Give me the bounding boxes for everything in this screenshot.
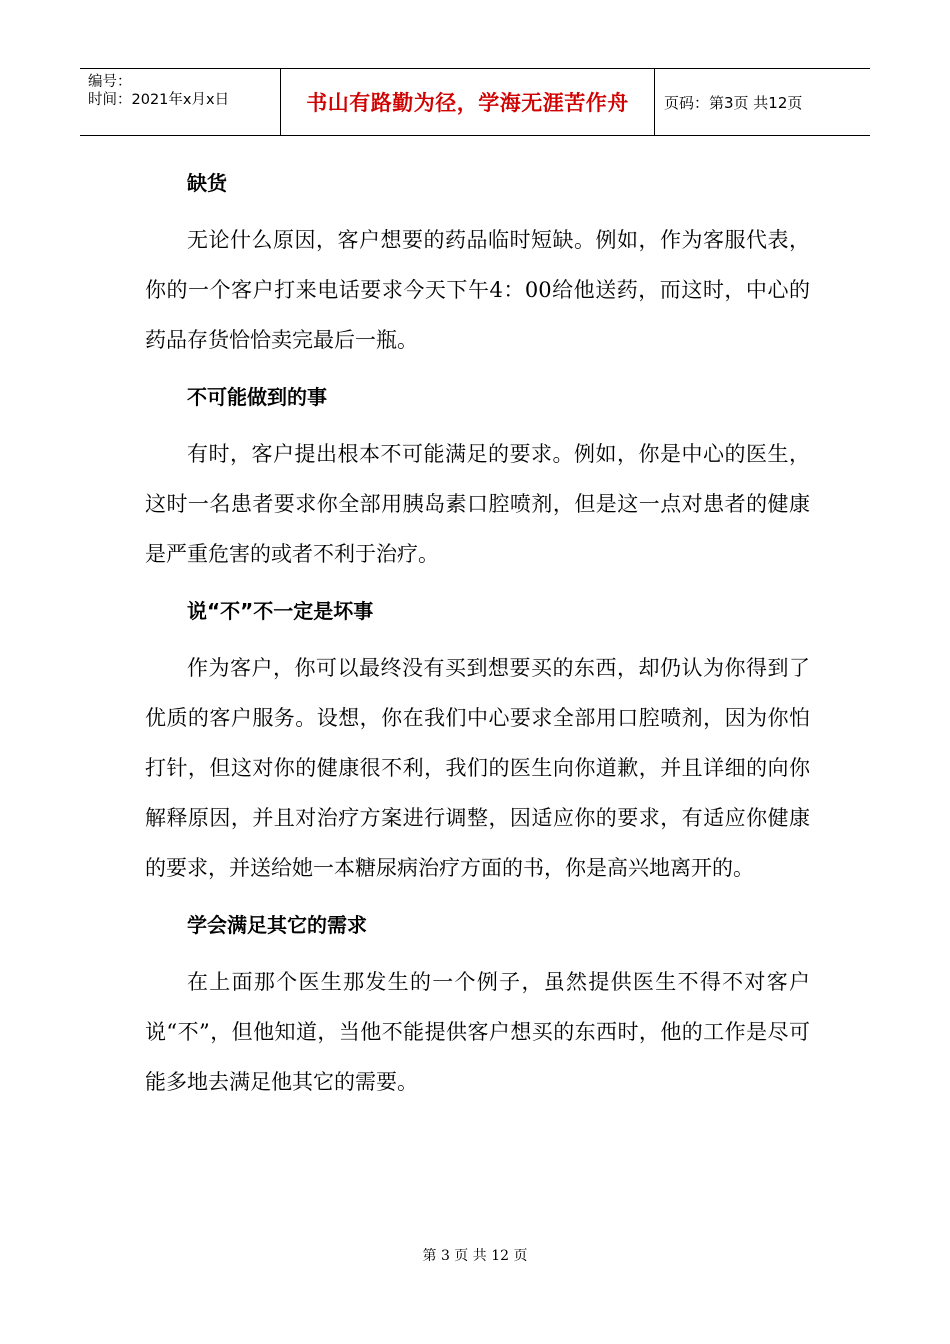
page-header: [80, 68, 870, 136]
section-paragraph: 在上面那个医生那发生的一个例子，虽然提供医生不得不对客户说“不”，但他知道，当他不能提供客户想买的东西时，他的工作是尽可能多地去满足他其它的需要。: [145, 970, 810, 1094]
section-heading: 缺货: [187, 171, 227, 195]
page-footer: 第 3 页 共 12 页: [422, 1248, 528, 1264]
section-heading: 不可能做到的事: [187, 385, 327, 409]
date-label: 时间：2021年x月x日: [88, 92, 230, 108]
section-paragraph: 作为客户，你可以最终没有买到想要买的东西，却仍认为你得到了优质的客户服务。设想，你在我们中心要求全部用口腔喷剂，因为你怕打针，但这对你的健康很不利，我们的医生向你道歉，并且详细的向你解释原因，并且对治疗方案进行调整，因适应你的要求，有适应你健康的要求，并送给她一本糖尿病治疗方面的书，你是高兴地离开的。: [145, 656, 810, 880]
code-label: 编号：: [88, 74, 132, 90]
section-heading: 学会满足其它的需求: [187, 913, 367, 937]
document-body: [145, 158, 810, 1114]
section-paragraph: 有时，客户提出根本不可能满足的要求。例如，你是中心的医生，这时一名患者要求你全部用胰岛素口腔喷剂，但是这一点对患者的健康是严重危害的或者不利于治疗。: [145, 442, 810, 566]
section-paragraph: 无论什么原因，客户想要的药品临时短缺。例如，作为客服代表，你的一个客户打来电话要求今天下午4：00给他送药，而这时，中心的药品存货恰恰卖完最后一瓶。: [145, 228, 810, 352]
header-meta: [80, 69, 281, 135]
header-page-info: 页码：第3页 共12页: [664, 93, 803, 112]
header-motto: 书山有路勤为径，学海无涯苦作舟: [281, 69, 655, 135]
section-heading: 说“不”不一定是坏事: [187, 599, 374, 623]
